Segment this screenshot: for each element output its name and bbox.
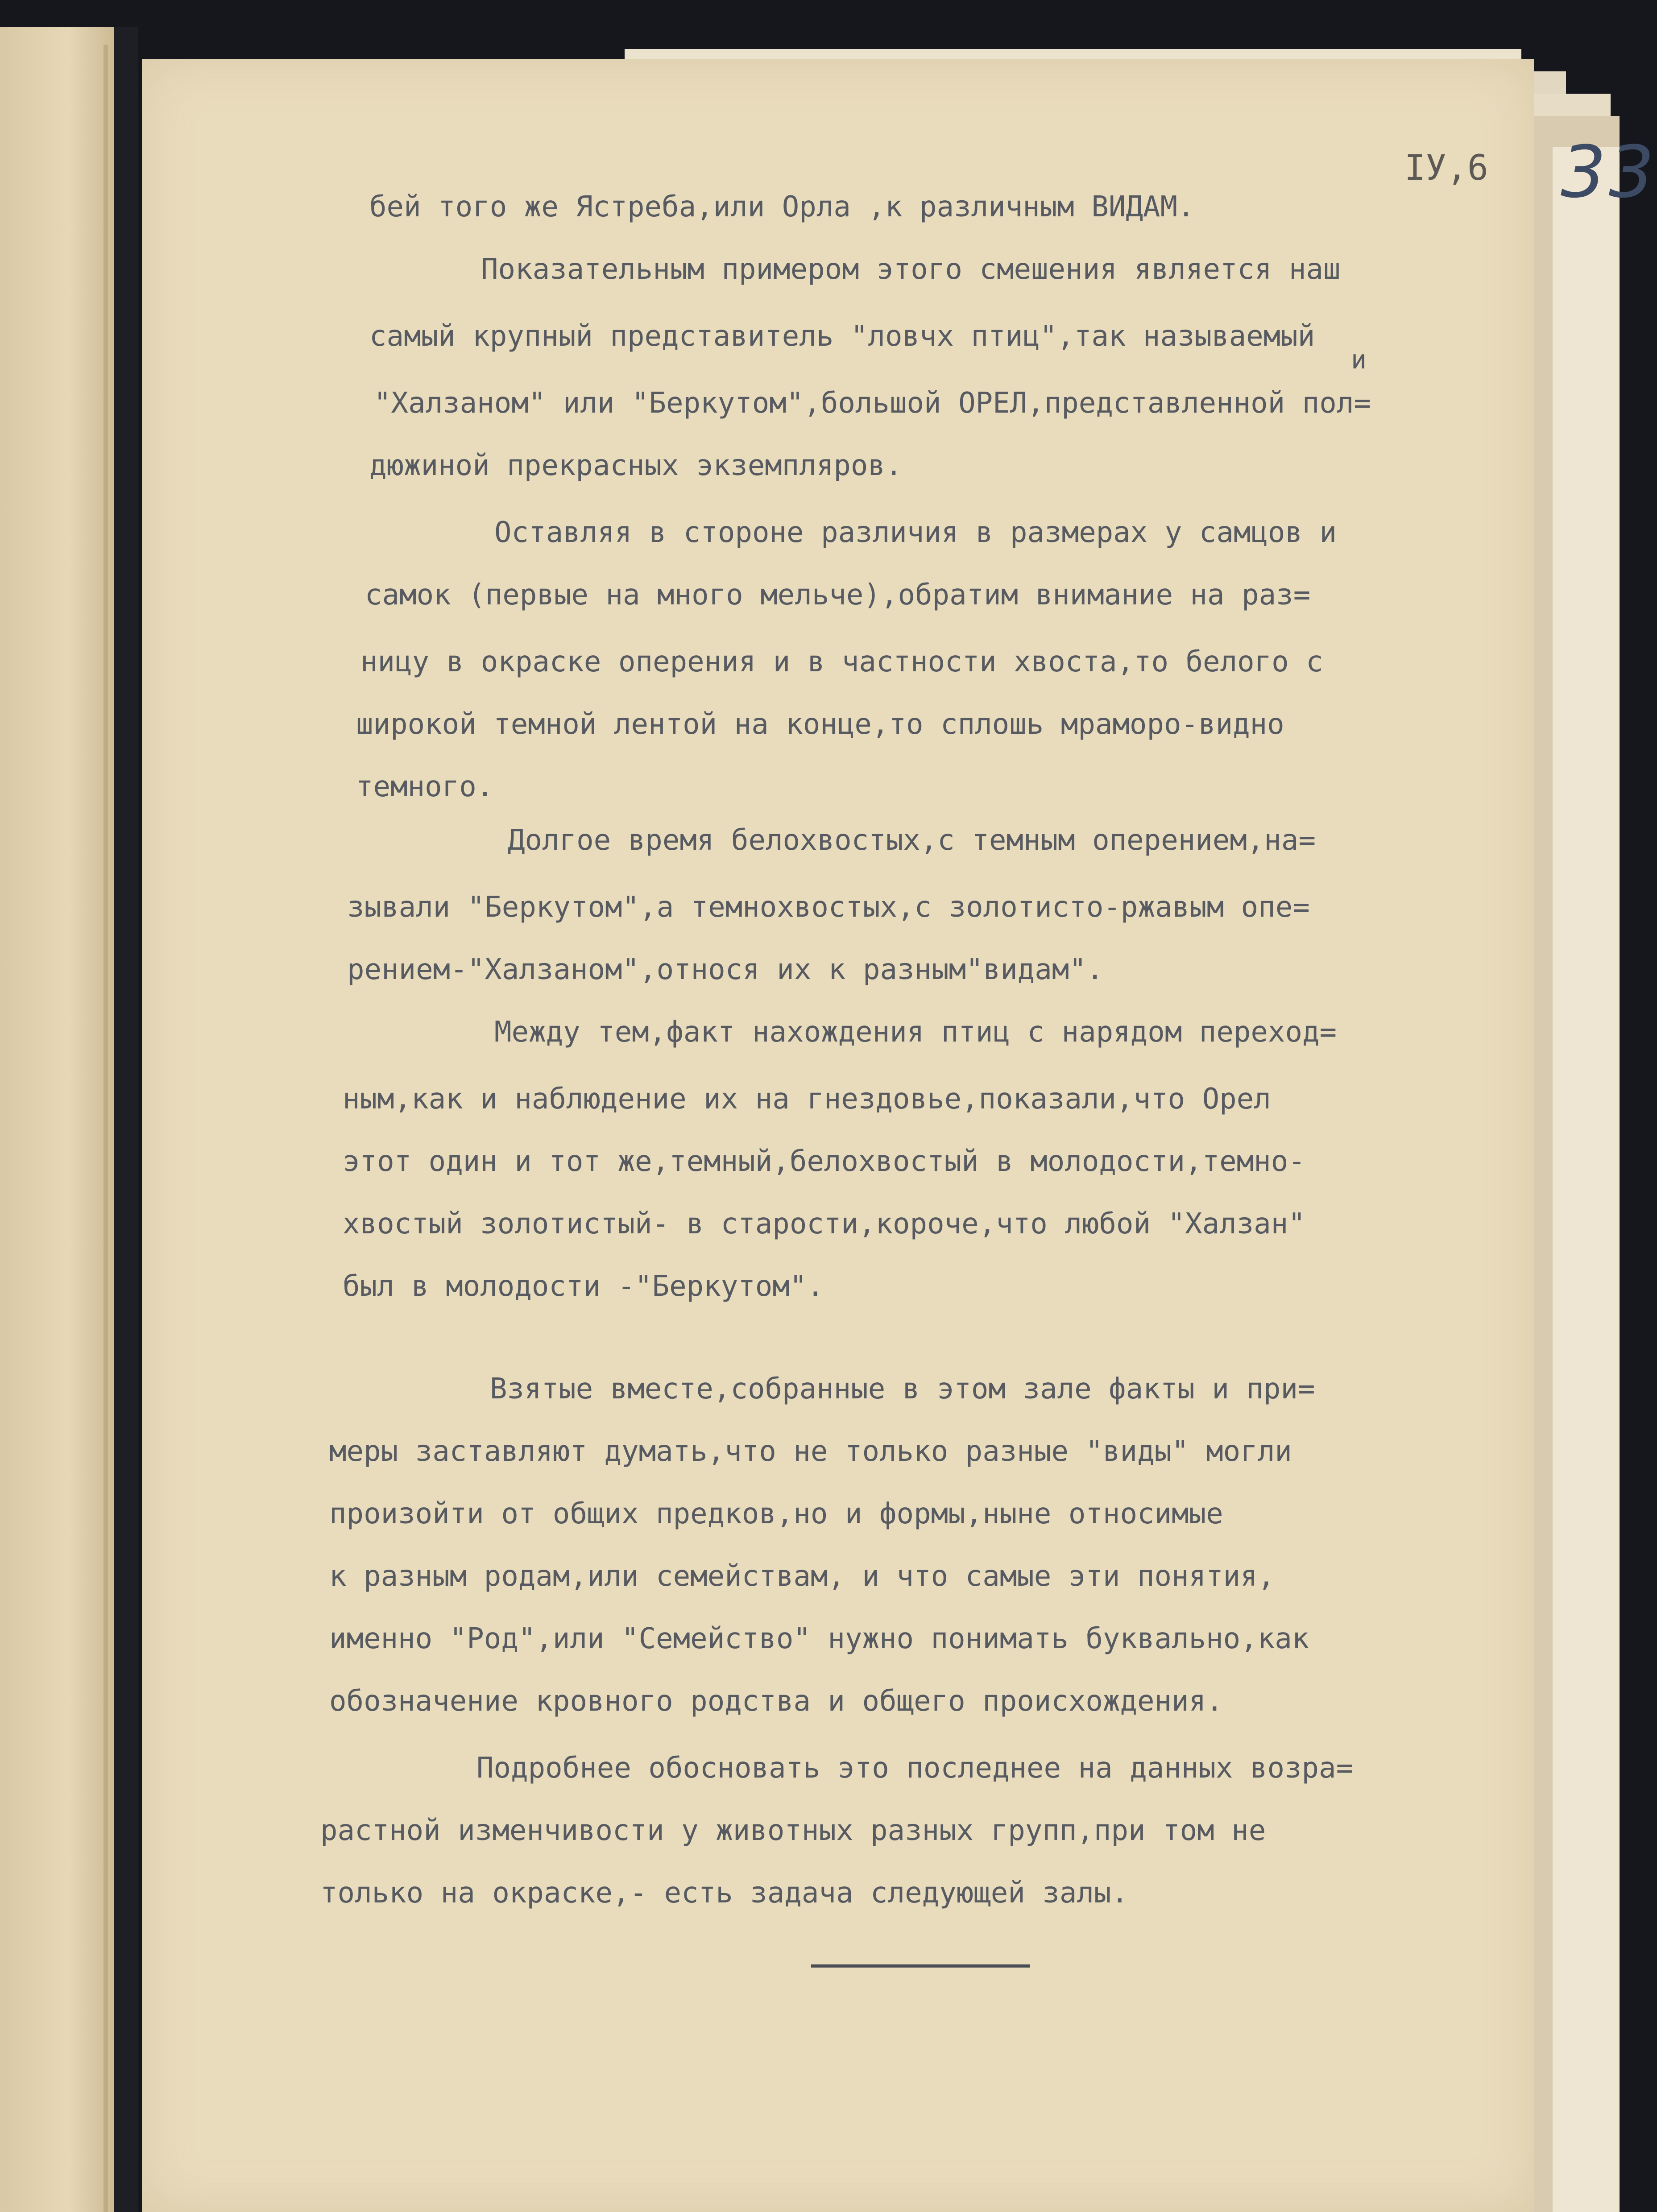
text-line: Долгое время белохвостых,с темным оперением,на=	[508, 824, 1316, 857]
underlying-sheet-stack-3	[1553, 147, 1620, 2212]
closing-rule	[811, 1964, 1030, 1968]
text-line: широкой темной лентой на конце,то сплошь мраморо-видно	[356, 708, 1284, 741]
text-line: Между тем,факт нахождения птиц с нарядом переход=	[494, 1016, 1337, 1049]
left-page-edge	[104, 45, 108, 2212]
text-line: произойти от общих предков,но и формы,ныне относимые	[329, 1497, 1223, 1530]
text-line: рением-"Халзаном",относя их к разным"видам".	[347, 953, 1104, 986]
text-line: самок (первые на много мельче),обратим внимание на раз=	[365, 579, 1311, 612]
text-line: этот один и тот же,темный,белохвостый в молодости,темно-	[343, 1145, 1305, 1178]
text-line: растной изменчивости у животных разных групп,при том не	[320, 1814, 1266, 1847]
text-line: хвостый золотистый- в старости,короче,что любой "Халзан"	[343, 1207, 1305, 1240]
binding-gap	[114, 27, 138, 2212]
text-line: Оставляя в стороне различия в размерах у самцов и	[494, 516, 1337, 549]
text-line: "Халзаном" или "Беркутом",большой ОРЕЛ,представленной пол=	[374, 387, 1371, 420]
text-line: бей того же Ястреба,или Орла ,к различным ВИДАМ.	[369, 190, 1195, 223]
text-line: только на окраске,- есть задача следующей залы.	[320, 1877, 1128, 1910]
text-line: дюжиной прекрасных экземпляров.	[369, 449, 903, 482]
text-line: меры заставляют думать,что не только разные "виды" могли	[329, 1435, 1292, 1468]
folio-number: 33	[1561, 130, 1657, 214]
text-line: ницу в окраске оперения и в частности хвоста,то белого с	[360, 645, 1323, 678]
text-line: Подробнее обосновать это последнее на данных возра=	[476, 1752, 1354, 1785]
text-line: Показательным примером этого смешения является наш	[481, 253, 1341, 286]
text-line: ным,как и наблюдение их на гнездовье,показали,что Орел	[343, 1083, 1271, 1116]
text-line: к разным родам,или семействам, и что самые эти понятия,	[329, 1560, 1275, 1593]
text-line: темного.	[356, 770, 494, 803]
page-number: IУ,6	[1404, 148, 1488, 188]
handwritten-insertion: и	[1351, 344, 1367, 375]
text-line: самый крупный представитель "ловчх птиц",так называемый	[369, 320, 1315, 353]
text-line: был в молодости -"Беркутом".	[343, 1270, 824, 1303]
text-line: именно "Род",или "Семейство" нужно понимать буквально,как	[329, 1622, 1309, 1655]
typewritten-page	[142, 59, 1657, 2212]
left-facing-page	[0, 27, 114, 2212]
text-line: зывали "Беркутом",а темнохвостых,с золотисто-ржавым опе=	[347, 891, 1310, 924]
text-line: обозначение кровного родства и общего происхождения.	[329, 1685, 1223, 1718]
text-line: Взятые вместе,собранные в этом зале факты и при=	[490, 1373, 1315, 1406]
